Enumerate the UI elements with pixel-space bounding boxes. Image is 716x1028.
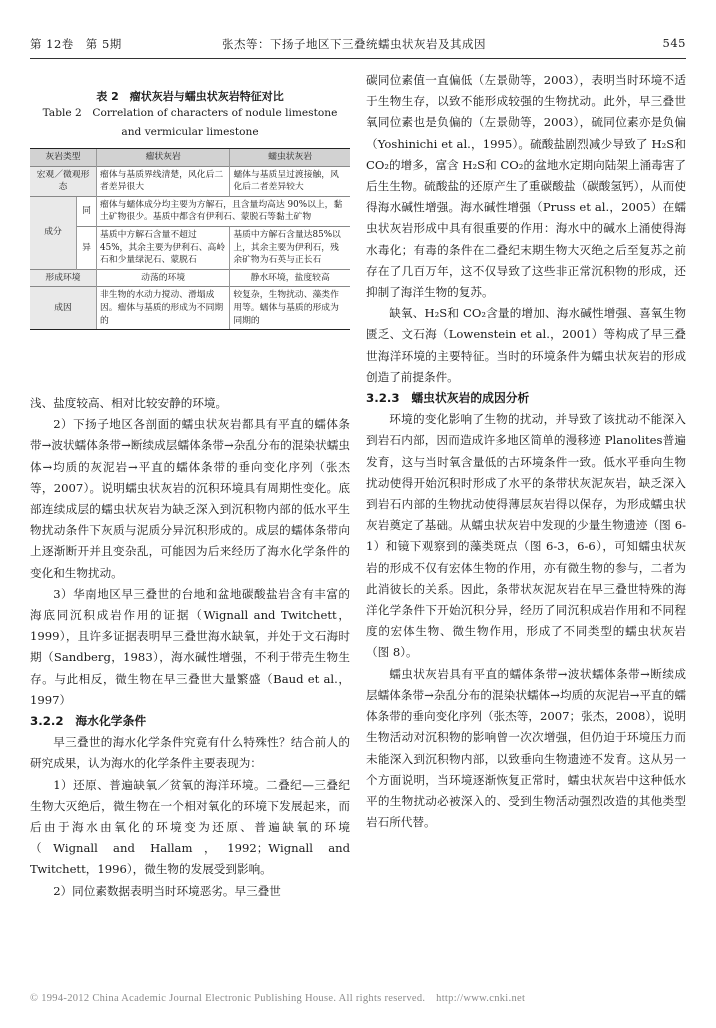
right-paragraph-1: 碳同位素值一直偏低（左景勋等，2003），表明当时环境不适于生物生存，以致不能形成较强的生物扰动。此外，早三叠世氧同位素也是负偏的（左景勋等，2003），硫同位素亦是负偏（Yoshinichi et al.，1995）。硫酸盐剧烈减少导致了 H₂S和 CO₂的增多，富含 H₂S和 CO₂的盆地水定期向陆架上涌毒害了后生生物。硫酸盐的还原产生了重碳酸盐（碳酸氢钙），从而使得海水碱性增强。海水碱性增强（Pruss et al.，2005）在蠕虫状灰岩形成中具有很重要的作用：海水中的碱水上涌使得海水毒化；有毒的条件在二叠纪末期生物大灭绝之后至复苏之前存在了几百万年，这不仅导致了这些非正常沉积物的形成，还抑制了海洋生物的复苏。 <box>366 73 686 300</box>
comparison-table <box>30 148 350 330</box>
cell-comp-diff-vermic: 基质中方解石含量达85%以上，其余主要为伊利石，残余矿物为石英与正长石 <box>230 226 350 269</box>
left-paragraph-4: 早三叠世的海水化学条件究竟有什么特殊性？结合前人的研究成果，认为海水的化学条件主要表现为： <box>30 735 350 771</box>
running-title: 张杰等：下扬子地区下三叠统蠕虫状灰岩及其成因 <box>222 37 486 51</box>
section-heading-3-2-2: 3.2.2 海水化学条件 <box>30 714 147 729</box>
header-vermicular: 蠕虫状灰岩 <box>230 149 350 167</box>
cell-cause-nodule: 非生物的水动力搅动、滑塌成因。瘤体与基质的形成为不同期的 <box>97 287 230 330</box>
right-column <box>366 70 686 833</box>
header-nodule: 瘤状灰岩 <box>97 149 230 167</box>
cell-env-vermic: 静水环境，盐度较高 <box>230 269 350 287</box>
cell-cause-vermic: 较复杂，生物扰动、藻类作用等。蠕体与基质的形成为同期的 <box>230 287 350 330</box>
right-paragraph-2: 缺氧、H₂S和 CO₂含量的增加、海水碱性增强、喜氧生物匮乏、文石海（Lowenstein et al.，2001）等构成了早三叠世海洋环境的主要特征。当时的环境条件为蠕虫状灰岩的形成创造了前提条件。 <box>366 306 686 384</box>
row-label-diff: 异 <box>77 226 97 269</box>
cell-morph-vermic: 蠕体与基质呈过渡接触，风化后二者差异较大 <box>230 166 350 196</box>
table-title-en-2: and vermicular limestone <box>121 126 259 138</box>
left-paragraph-3: 3）华南地区早三叠世的台地和盆地碳酸盐岩含有丰富的海底同沉积成岩作用的证据（Wignall and Twitchett，1999），且许多证据表明早三叠世海水缺氧，并处于文石海时期（Sandberg，1983），海水碱性增强，不利于带壳生物生存。与此相反，微生物在早三叠世大量繁盛（Baud et al.，1997） <box>30 586 350 707</box>
table-title-en-1: Table 2 Correlation of characters of nodule limestone <box>42 107 338 119</box>
copyright-footer: © 1994-2012 China Academic Journal Electronic Publishing House. All rights reserved. http://www.cnki.net <box>30 993 526 1004</box>
left-paragraph-5: 1）还原、普遍缺氧／贫氧的海洋环境。二叠纪—三叠纪生物大灭绝后，微生物在一个相对氧化的环境下发展起来，而后由于海水由氧化的环境变为还原、普遍缺氧的环境（Wignall and Hallam，1992；Wignall and Twitchett，1996），微生物的发展受到影响。 <box>30 777 350 877</box>
page-number: 545 <box>662 36 686 50</box>
right-paragraph-3: 环境的变化影响了生物的扰动，并导致了该扰动不能深入到岩石内部，因而造成许多地区简单的漫移迹 Planolites普遍发育，这与当时氧含量低的古环境条件一致。低水平垂向生物扰动使得开始沉积时形成了水平的条带状灰泥灰岩，缺乏深入到岩石内部的生物扰动使得薄层灰岩得以保存，为形成蠕虫状灰岩奠定了基础。从蠕虫状灰岩中发现的少量生物遗迹（图 6-1）和镜下观察到的藻类斑点（图 6-3，6-6），可知蠕虫状灰岩的形成不仅有宏体生物的作用，亦有微生物的参与，二者为此消彼长的关系。因此，条带状灰泥灰岩在早三叠世特殊的海洋化学条件下开始沉积分异，经历了同沉积成岩作用和不同程度的宏体生物、微生物作用，形成了不同类型的蠕虫状灰岩（图 8）。 <box>366 412 686 660</box>
row-label-morphology: 宏观／微观形态 <box>30 166 97 196</box>
table-row <box>30 196 350 226</box>
table-caption <box>30 88 350 142</box>
right-paragraph-4: 蠕虫状灰岩具有平直的蠕体条带→波状蠕体条带→断续成层蠕体条带→杂乱分布的混染状蠕体→均质的灰泥岩→平直的蠕体条带的垂向变化序列（张杰等，2007；张杰，2008），说明生物活动对沉积物的影响曾一次次增强，但仍迫于环境压力而未能深入到沉积物内部，以致垂向生物遗迹不发育。这从另一个方面说明，当环境逐渐恢复正常时，蠕虫状灰岩中这种低水平的生物扰动必被深入的、受到生物活动强烈改造的其他类型岩石所代替。 <box>366 666 686 830</box>
table-row <box>30 166 350 196</box>
cell-env-nodule: 动荡的环境 <box>97 269 230 287</box>
cell-comp-diff-nodule: 基质中方解石含量不超过 45%，其余主要为伊利石、高岭石和少量绿泥石、蒙脱石 <box>97 226 230 269</box>
row-label-environment: 形成环境 <box>30 269 97 287</box>
section-heading-3-2-3: 3.2.3 蠕虫状灰岩的成因分析 <box>366 391 530 406</box>
cell-morph-nodule: 瘤体与基质界线清楚，风化后二者差异很大 <box>97 166 230 196</box>
table-row <box>30 226 350 269</box>
row-label-same: 同 <box>77 196 97 226</box>
table-row <box>30 269 350 287</box>
header-rule <box>30 58 686 59</box>
left-paragraph-1: 浅、盐度较高、相对比较安静的环境。 <box>30 396 228 410</box>
header-rock-type: 灰岩类型 <box>30 149 97 167</box>
table-header-row <box>30 149 350 167</box>
left-column <box>30 393 350 902</box>
cell-comp-same: 瘤体与蠕体成分均主要为方解石，且含量均高达 90%以上，黏土矿物很少。基质中都含有伊利石、蒙脱石等黏土矿物 <box>97 196 351 226</box>
row-label-composition: 成分 <box>30 196 77 269</box>
row-label-cause: 成因 <box>30 287 97 330</box>
left-paragraph-6: 2）同位素数据表明当时环境恶劣。早三叠世 <box>53 883 281 898</box>
left-paragraph-2: 2）下扬子地区各剖面的蠕虫状灰岩都具有平直的蠕体条带→波状蠕体条带→断续成层蠕体条带→杂乱分布的混染状蠕虫体→均质的灰泥岩→平直的蠕体条带的垂向变化序列（张杰等，2007）。说明蠕虫状灰岩的沉积环境具有周期性变化。底部连续成层的蠕虫状灰岩为缺乏深入到沉积物内部的低水平生物扰动条件下灰质与泥质分异沉积形成的。成层的蠕体条带向上逐渐断开并且变杂乱，可能因为后来经历了海水化学条件的变化和生物扰动。 <box>30 417 350 580</box>
volume-issue: 第 12卷 第 5期 <box>30 37 122 51</box>
table-row <box>30 287 350 330</box>
table-title-cn: 表 2 瘤状灰岩与蠕虫状灰岩特征对比 <box>96 90 284 103</box>
